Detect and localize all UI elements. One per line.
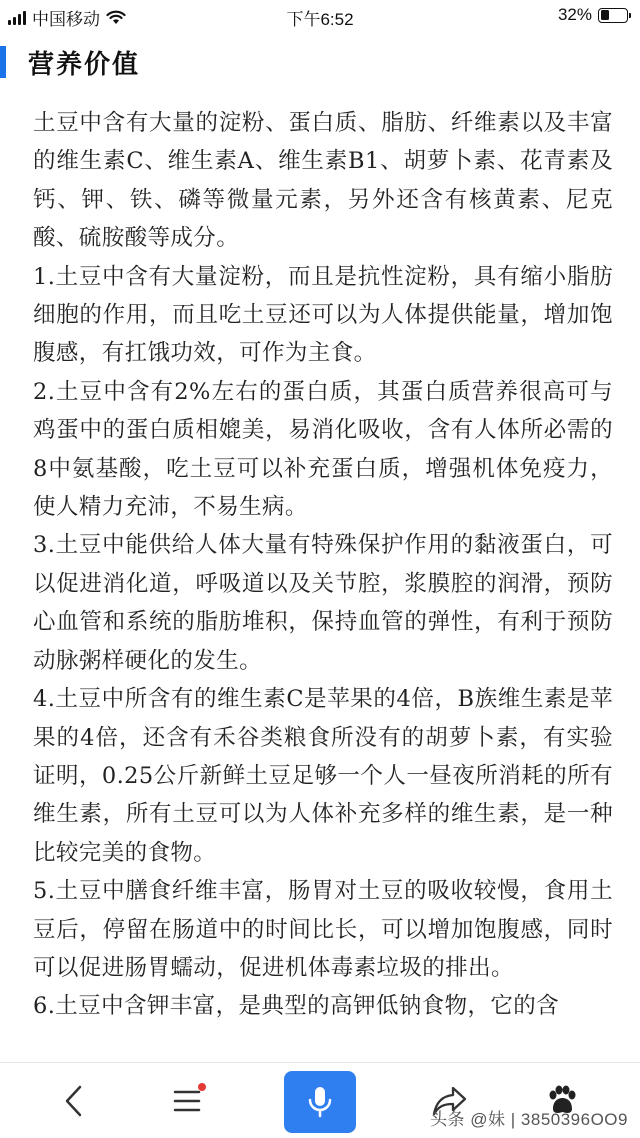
section-heading bbox=[0, 44, 140, 80]
microphone-icon bbox=[306, 1085, 334, 1119]
clock: 下午6:52 bbox=[286, 10, 354, 29]
notification-dot bbox=[198, 1083, 206, 1091]
section-title: 营养价值 bbox=[28, 49, 141, 80]
back-icon bbox=[62, 1083, 86, 1119]
paragraph-point-4: 4.土豆中所含有的维生素C是苹果的4倍，B族维生素是苹果的4倍，还含有禾谷类粮食所没有的胡萝卜素，有实验证明，0.25公斤新鲜土豆足够一个人一昼夜所消耗的所有维生素，所有土豆可以为人体补充多样的维生素，是一种比较完美的食物。 bbox=[33, 686, 613, 866]
article-body bbox=[33, 104, 613, 1026]
paragraph-point-6: 6.土豆中含钾丰富，是典型的高钾低钠食物，它的含 bbox=[33, 993, 560, 1020]
paragraph-point-2: 2.土豆中含有2%左右的蛋白质，其蛋白质营养很高可与鸡蛋中的蛋白质相媲美，易消化吸收，含有人体所必需的8中氨基酸，吃土豆可以补充蛋白质，增强机体免疫力，使人精力充沛，不易生病。 bbox=[33, 378, 613, 521]
section-accent-bar bbox=[0, 46, 6, 78]
carrier-label: 中国移动 bbox=[32, 10, 100, 29]
paragraph-intro: 土豆中含有大量的淀粉、蛋白质、脂肪、纤维素以及丰富的维生素C、维生素A、维生素B1、胡萝卜素、花青素及钙、钾、铁、磷等微量元素，另外还含有核黄素、尼克酸、硫胺酸等成分。 bbox=[33, 110, 613, 252]
back-button[interactable] bbox=[44, 1073, 104, 1129]
voice-input-button[interactable] bbox=[284, 1071, 356, 1133]
paragraph-point-1: 1.土豆中含有大量淀粉，而且是抗性淀粉，具有缩小脂肪细胞的作用，而且吃土豆还可以为人体提供能量，增加饱腹感，有扛饿功效，可作为主食。 bbox=[33, 263, 613, 367]
status-right bbox=[558, 5, 628, 25]
battery-percent: 32% bbox=[557, 5, 592, 24]
paragraph-point-5: 5.土豆中膳食纤维丰富，肠胃对土豆的吸收较慢，食用土豆后，停留在肠道中的时间比长，可以增加饱腹感，同时可以促进肠胃蠕动，促进机体毒素垃圾的排出。 bbox=[33, 878, 613, 981]
battery-fill bbox=[601, 10, 609, 20]
menu-button[interactable] bbox=[158, 1073, 218, 1129]
bottom-toolbar bbox=[0, 1062, 640, 1138]
battery-icon bbox=[598, 8, 628, 23]
watermark: 头条 @妹 | 3850396OO9 bbox=[430, 1110, 628, 1129]
status-bar bbox=[0, 0, 640, 32]
paragraph-point-3: 3.土豆中能供给人体大量有特殊保护作用的黏液蛋白，可以促进消化道，呼吸道以及关节腔，浆膜腔的润滑，预防心血管和系统的脂肪堆积，保持血管的弹性，有利于预防动脉粥样硬化的发生。 bbox=[33, 532, 613, 674]
